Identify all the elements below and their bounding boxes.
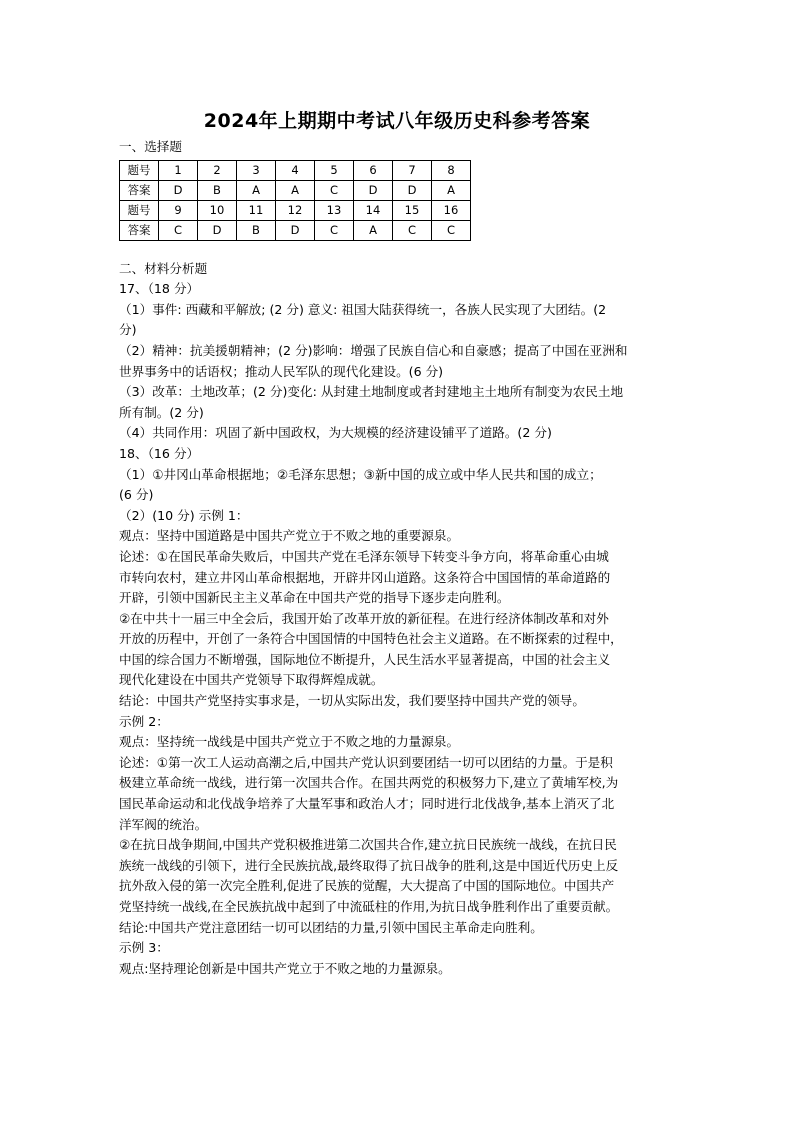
answer-text-line: 极建立革命统一战线，进行第一次国共合作。在国共两党的积极努力下,建立了黄埔军校,为 (119, 775, 619, 791)
answer-table-cell: C (315, 220, 354, 240)
answer-text-line: 市转向农村，建立井冈山革命根据地，开辟井冈山道路。这条符合中国国情的革命道路的 (119, 569, 611, 585)
answer-table-cell: 4 (276, 160, 315, 180)
answer-table-cell: 12 (276, 200, 315, 220)
answer-text-line: 17、（18 分） (119, 281, 200, 297)
answer-table-cell: 2 (198, 160, 237, 180)
answer-text-line: ②在中共十一届三中全会后，我国开始了改革开放的新征程。在进行经济体制改革和对外 (119, 610, 609, 626)
answer-text-line: 结论：中国共产党坚持实事求是，一切从实际出发，我们要坚持中国共产党的领导。 (119, 693, 585, 709)
answer-text-line: 观点:坚持理论创新是中国共产党立于不败之地的力量源泉。 (119, 960, 451, 976)
answer-table-cell: A (237, 180, 276, 200)
answer-table-cell: 9 (159, 200, 198, 220)
answer-table-cell: A (432, 180, 471, 200)
answer-table-cell: C (432, 220, 471, 240)
answer-text-line: （2）精神：抗美援朝精神；(2 分)影响：增强了民族自信心和自豪感；提高了中国在亚洲和 (119, 342, 628, 358)
answer-table-cell: 8 (432, 160, 471, 180)
answer-table-cell: A (354, 220, 393, 240)
answer-table-cell: D (198, 220, 237, 240)
answer-text-line: 国民革命运动和北伐战争培养了大量军事和政治人才；同时进行北伐战争,基本上消灭了北 (119, 796, 615, 812)
analysis-answers (119, 279, 684, 979)
answer-table (119, 160, 471, 241)
answer-text-line: 论述：①在国民革命失败后，中国共产党在毛泽东领导下转变斗争方向，将革命重心由城 (119, 548, 609, 564)
answer-table-cell: D (159, 180, 198, 200)
answer-table-row (120, 220, 471, 240)
answer-text-line: 观点：坚持中国道路是中国共产党立于不败之地的重要源泉。 (119, 528, 460, 544)
answer-table-row-label: 题号 (120, 160, 159, 180)
answer-text-line: 所有制。(2 分) (119, 404, 204, 420)
answer-table-cell: 5 (315, 160, 354, 180)
answer-text-line: 18、（16 分） (119, 445, 200, 461)
answer-text-line: 示例 3： (119, 940, 169, 956)
answer-table-cell: 11 (237, 200, 276, 220)
answer-table-cell: D (276, 220, 315, 240)
answer-table-row-label: 题号 (120, 200, 159, 220)
answer-text-line: 族统一战线的引领下，进行全民族抗战,最终取得了抗日战争的胜利,这是中国近代历史上反 (119, 857, 619, 873)
answer-table-cell: 15 (393, 200, 432, 220)
answer-table-row (120, 160, 471, 180)
answer-text-line: 世界事务中的话语权；推动人民军队的现代化建设。(6 分) (119, 363, 444, 379)
answer-text-line: (6 分) (119, 487, 154, 503)
answer-table-row (120, 200, 471, 220)
section-heading-analysis: 二、材料分析题 (119, 260, 208, 276)
answer-text-line: 洋军阀的统治。 (119, 816, 208, 832)
answer-table-cell: C (315, 180, 354, 200)
answer-table-cell: 16 (432, 200, 471, 220)
answer-text-line: （3）改革：土地改革；(2 分)变化: 从封建土地制度或者封建地主土地所有制变为农民土地 (119, 384, 624, 400)
answer-table-cell: 7 (393, 160, 432, 180)
answer-table-cell: 14 (354, 200, 393, 220)
answer-table-cell: 10 (198, 200, 237, 220)
answer-text-line: 开放的历程中，开创了一条符合中国国情的中国特色社会主义道路。在不断探索的过程中， (119, 631, 623, 647)
answer-table-cell: 3 (237, 160, 276, 180)
answer-table-cell: C (159, 220, 198, 240)
answer-table-cell: B (237, 220, 276, 240)
answer-text-line: 抗外敌入侵的第一次完全胜利,促进了民族的觉醒，大大提高了中国的国际地位。中国共产 (119, 878, 615, 894)
section-heading-choice: 一、选择题 (119, 139, 182, 154)
page-title: 2024年上期期中考试八年级历史科参考答案 (203, 110, 591, 132)
answer-text-line: 论述：①第一次工人运动高潮之后,中国共产党认识到要团结一切可以团结的力量。于是积 (119, 754, 613, 770)
answer-table-cell: B (198, 180, 237, 200)
answer-text-line: 现代化建设在中国共产党领导下取得辉煌成就。 (119, 672, 384, 688)
answer-table-cell: 1 (159, 160, 198, 180)
answer-text-line: 结论:中国共产党注意团结一切可以团结的力量,引领中国民主革命走向胜利。 (119, 919, 543, 935)
answer-text-line: 示例 2： (119, 713, 169, 729)
answer-text-line: ②在抗日战争期间,中国共产党积极推进第二次国共合作,建立抗日民族统一战线，在抗日民 (119, 837, 617, 853)
answer-table-row-label: 答案 (120, 220, 159, 240)
answer-table-cell: D (354, 180, 393, 200)
answer-table-cell: 6 (354, 160, 393, 180)
answer-table-cell: C (393, 220, 432, 240)
answer-text-line: （1）①井冈山革命根据地；②毛泽东思想；③新中国的成立或中华人民共和国的成立； (119, 466, 602, 482)
answer-table-cell: D (393, 180, 432, 200)
answer-text-line: 党坚持统一战线,在全民族抗战中起到了中流砥柱的作用,为抗日战争胜利作出了重要贡献。 (119, 899, 619, 914)
answer-text-line: （2）(10 分) 示例 1： (119, 507, 249, 523)
answer-text-line: 分) (119, 322, 137, 338)
answer-table-cell: 13 (315, 200, 354, 220)
answer-text-line: （4）共同作用：巩固了新中国政权，为大规模的经济建设铺平了道路。(2 分) (119, 425, 552, 441)
document-body (119, 137, 684, 979)
answer-table-row (120, 180, 471, 200)
answer-text-line: 开辟，引领中国新民主主义革命在中国共产党的指导下逐步走向胜利。 (119, 590, 510, 606)
answer-text-line: （1）事件: 西藏和平解放; (2 分) 意义: 祖国大陆获得统一，各族人民实现了大团结。(2 (119, 301, 607, 317)
answer-text-line: 观点：坚持统一战线是中国共产党立于不败之地的力量源泉。 (119, 734, 460, 750)
answer-text-line: 中国的综合国力不断增强，国际地位不断提升，人民生活水平显著提高，中国的社会主义 (119, 651, 611, 667)
answer-table-row-label: 答案 (120, 180, 159, 200)
answer-table-cell: A (276, 180, 315, 200)
